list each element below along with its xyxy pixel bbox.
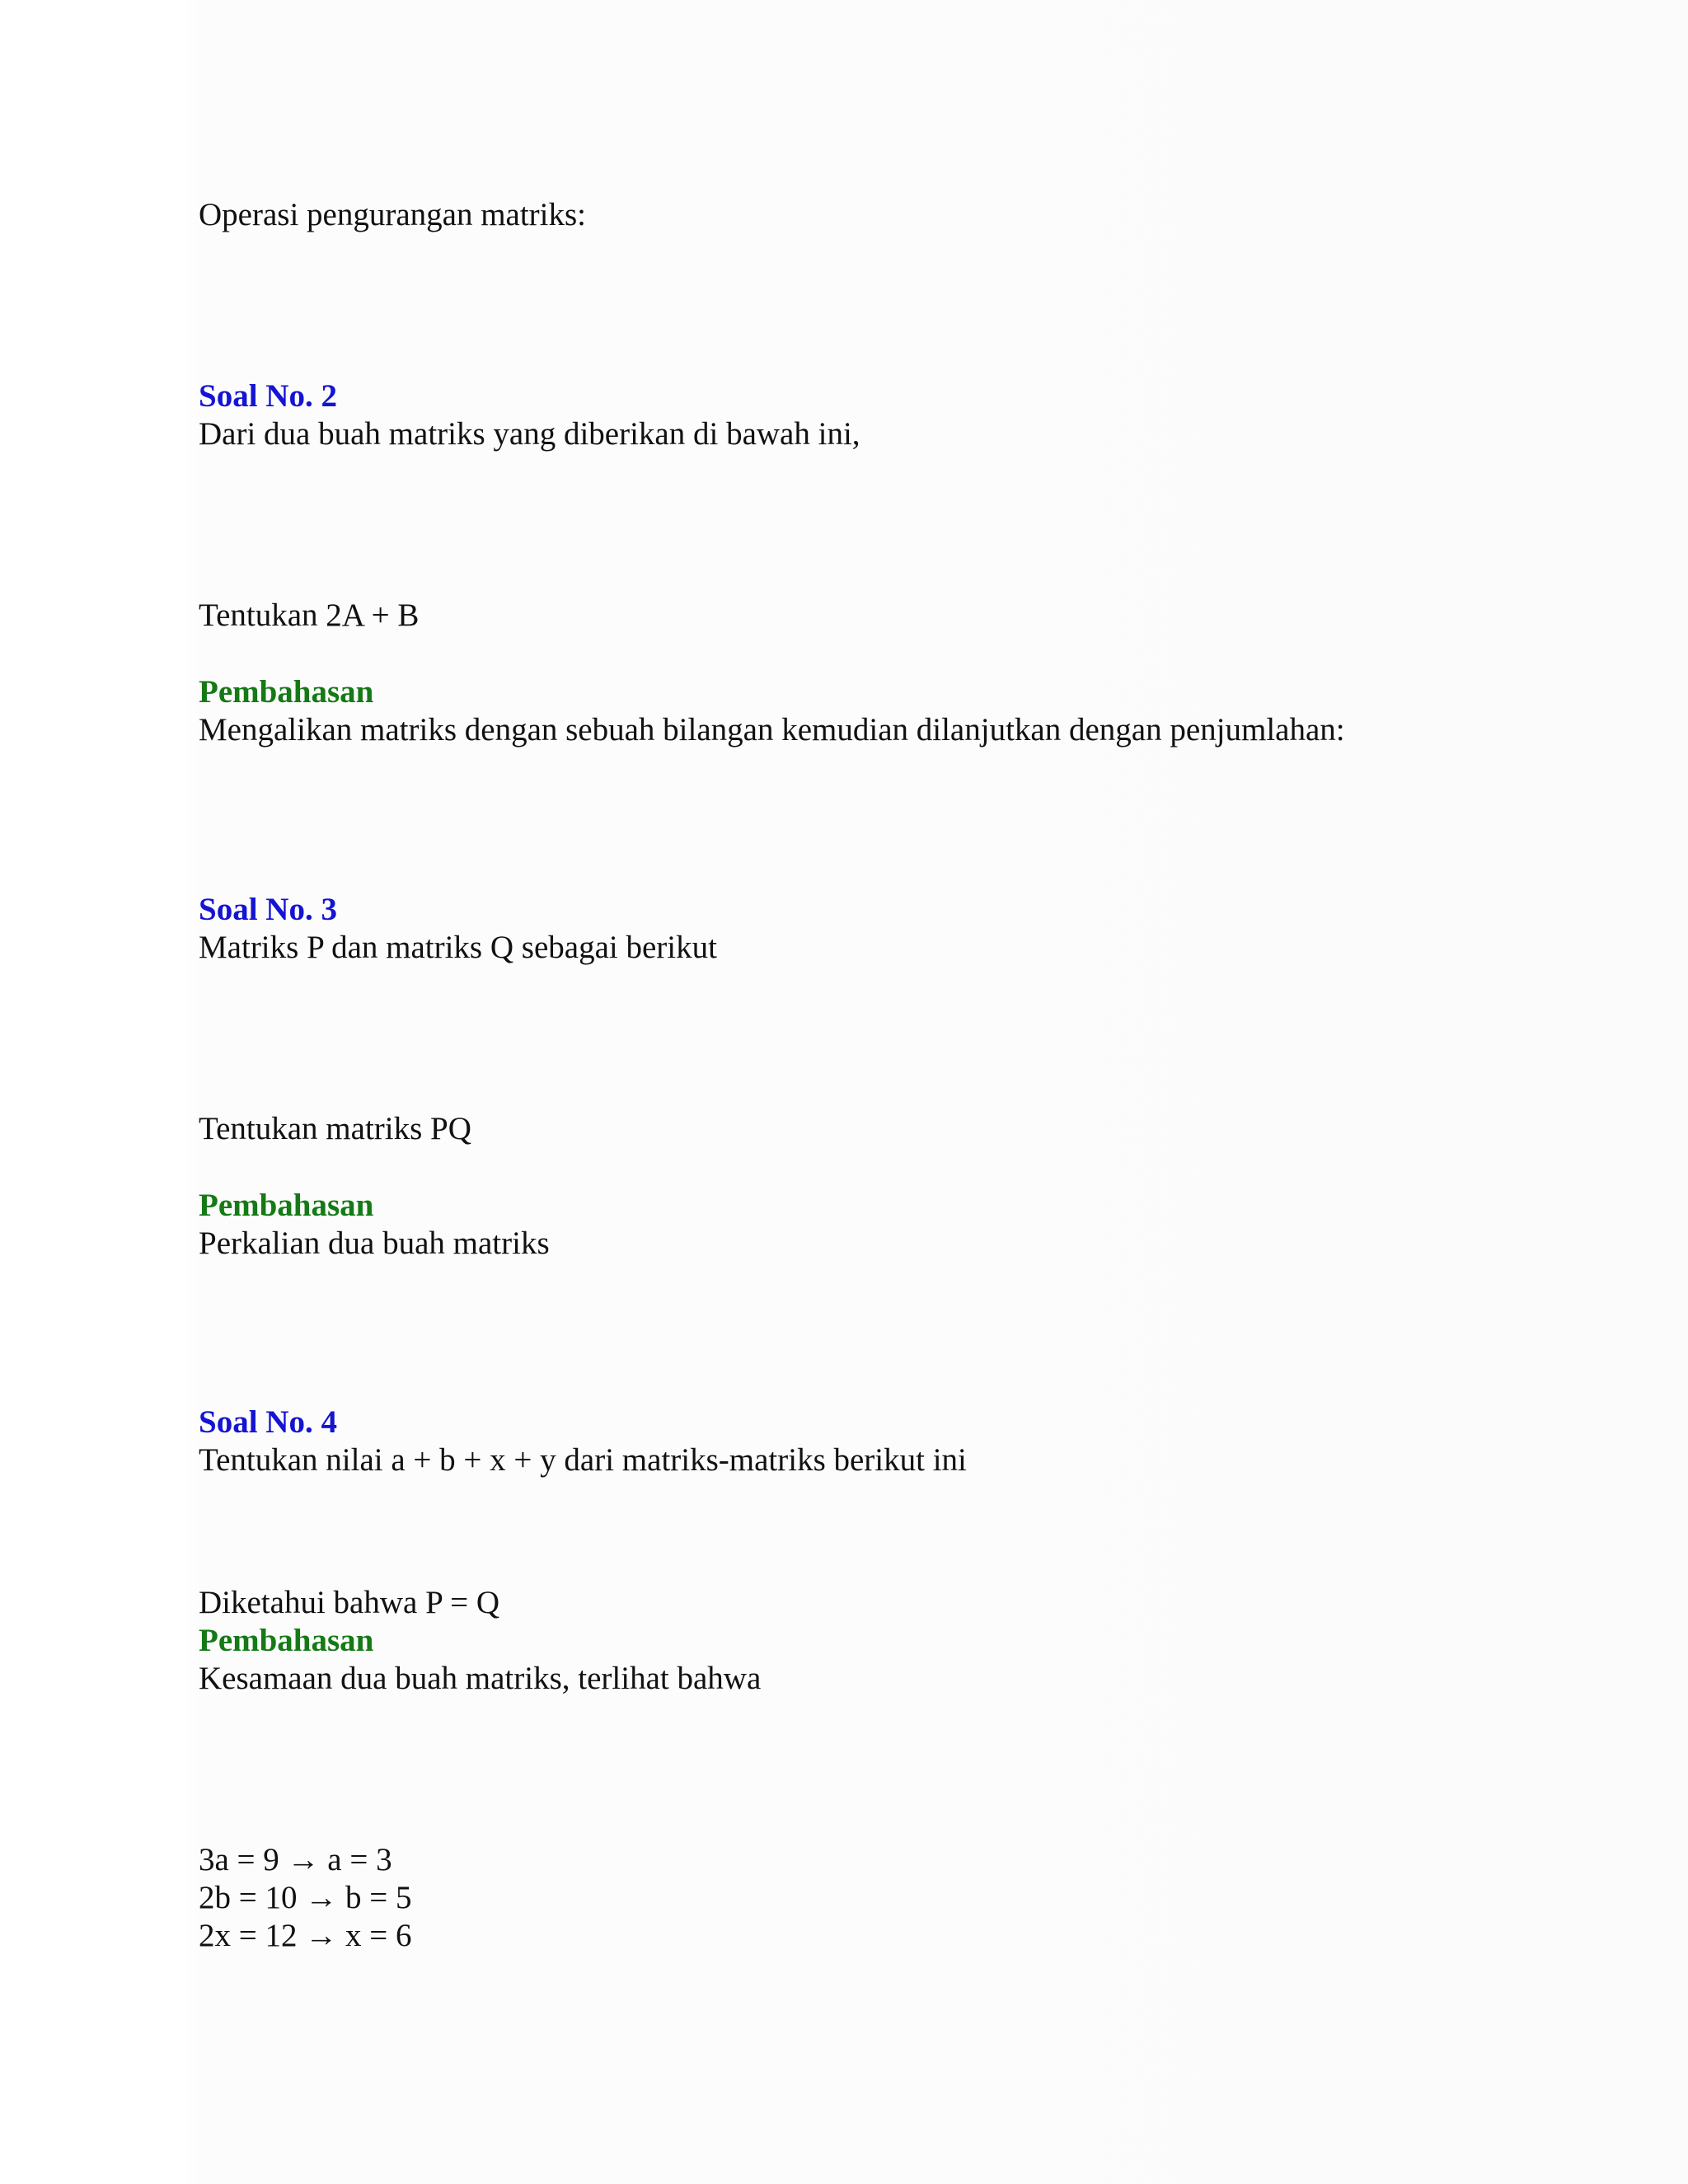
- soal-2-discussion-heading: Pembahasan: [199, 674, 374, 710]
- equation-line: 2b = 10 → b = 5: [199, 1880, 412, 1915]
- equation-line: 3a = 9 → a = 3: [199, 1842, 392, 1877]
- equation-line: 2x = 12 → x = 6: [199, 1918, 412, 1953]
- soal-2-task: Tentukan 2A + B: [199, 598, 420, 633]
- soal-3-discussion-heading: Pembahasan: [199, 1188, 374, 1223]
- soal-2-question: Dari dua buah matriks yang diberikan di bawah ini,: [199, 416, 860, 452]
- soal-2-discussion-text: Mengalikan matriks dengan sebuah bilangan kemudian dilanjutkan dengan penjumlahan:: [199, 712, 1345, 748]
- soal-3-heading: Soal No. 3: [199, 892, 337, 927]
- intro-text: Operasi pengurangan matriks:: [199, 197, 587, 232]
- soal-2-heading: Soal No. 2: [199, 378, 337, 414]
- soal-4-heading: Soal No. 4: [199, 1404, 337, 1440]
- soal-4-discussion-heading: Pembahasan: [199, 1623, 374, 1658]
- soal-3-discussion-text: Perkalian dua buah matriks: [199, 1226, 550, 1261]
- soal-4-given: Diketahui bahwa P = Q: [199, 1585, 499, 1620]
- soal-3-question: Matriks P dan matriks Q sebagai berikut: [199, 930, 717, 965]
- soal-3-task: Tentukan matriks PQ: [199, 1111, 471, 1146]
- soal-4-question: Tentukan nilai a + b + x + y dari matriks-matriks berikut ini: [199, 1442, 967, 1478]
- soal-4-discussion-text: Kesamaan dua buah matriks, terlihat bahwa: [199, 1661, 762, 1696]
